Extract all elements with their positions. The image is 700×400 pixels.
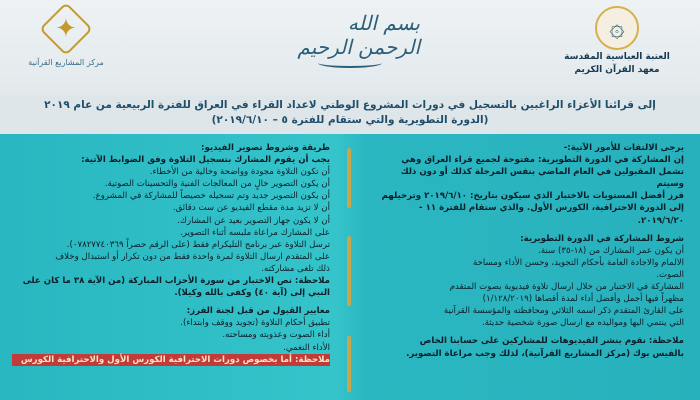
facebook-note: ملاحظة: نقوم بنشر الفيديوهات للمشاركين على حسابنا الخاص [419,336,684,347]
video-rule-line: أن لا يكون جهاز التصوير بعيد عن المشارك. [177,215,330,226]
institute-name-line1: العتبة العباسية المقدسة [564,52,670,62]
instruction-line: تشمل المقبولين في العام الماضي بنفس المرحلة كذلك أو دون ذلك وسيتم [400,167,684,190]
instruction-line: إن المشاركة في الدورة التطويرية: مفتوحة لجميع قراء العراق وهي [401,155,684,166]
condition-line: الالمام والاجادة العامة بأحكام التجويد، وحسن الأداء ومساحة [472,257,684,268]
video-rules-intro: يجب أن يقوم المشارك بتسجيل التلاوة وفق الضوابط الآتية: [81,155,330,166]
condition-line: أن يكون عمر المشارك من (١٨-٣٥) سنة. [538,245,684,256]
divider-segment [347,236,351,306]
facebook-note-continued: بالفيس بوك (مركز المشاريع القرآنية)، لذلك وجب مراعاة التصوير. [406,348,684,359]
video-rule-line: ترسل التلاوة عبر برنامج التليكرام فقط (على الرقم حصراً ٠٧٨٢٧٧٤٠٣٦٩). [66,239,330,250]
video-rule-line: أن لا تزيد مدة مقطع الفيديو عن ست دقائق. [172,203,330,214]
reading-passage-note: ملاحظة: نص الاختبار من سورة الأحزاب المباركة (من الآية ٣٨ ما كان على [22,276,330,287]
projects-center-name: مركز المشاريع القرآنية [28,58,104,67]
criteria-line: تطبيق أحكام التلاوة (تجويد ووقف وابتداء). [180,318,330,329]
footer-note: ملاحظة: أما بخصوص دورات الاحترافية الكورس الأول والاحترافية الكورس [12,354,330,366]
video-rule-line: أن يكون التصوير خالٍ من المعالجات الفنية والتحسينات الصوتية. [104,179,330,190]
ornamental-divider [334,140,364,398]
criteria-line: الأداء النغمي. [283,342,330,353]
quran-emblem-icon: ۞ [595,6,639,50]
title-line-1: إلى قرائنا الأعزاء الراغبين بالتسجيل في دورات المشروع الوطني لاعداد القراء في العراق للفترة الربيعية من عام ٢٠١٩ [44,99,656,111]
divider-segment [347,148,351,208]
institute-logo [552,6,682,76]
instruction-line: فرز أفضل المستويات بالاختبار الذي سيكون بتاريخ: ٢٠١٩/٦/١٠ وترحيلهم [381,191,684,202]
condition-line: على القارئ المتقدم ذكر اسمه الثلاثي ومحافظته والمؤسسة القرآنية [443,306,684,317]
reading-passage-note-continued: النبي إلى (آية ٤٠) وكفى بالله وكيلا). [174,288,330,299]
instruction-line: إلى الدورة الاحترافية، الكورس الأول. والذي ستقام للفترة ١١ - ٢٠١٩/٦/٢٠. [419,203,684,226]
divider-segment [347,336,351,392]
basmala-flourish [318,58,382,68]
condition-line: مظهراً فيها أجمل وأفضل أداء لمدة أقصاها (١/١٢٨/٢٠١٩) [482,294,684,305]
video-rule-line: على المتقدم ارسال التلاوة لمرة واحدة فقط من دون تكرار أو استبدال وخلاف [55,251,330,262]
condition-line: المشاركة في الاختبار من خلال ارسال تلاوة فيديوية بصوت المتقدم [449,282,684,293]
video-rule-line: أن تكون التلاوة مجودة وواضحة وخالية من الأخطاء. [149,167,330,178]
video-rules-heading: طريقة وشروط تصوير الفيديو: [201,143,330,153]
basmala-calligraphy: بسم الله الرحمن الرحيم [297,11,420,59]
general-instructions-column [374,142,684,360]
criteria-line: أداء الصوت وعذوبته ومساحته. [222,330,330,341]
video-rule-line: أن يكون التصوير جديد وتم تسجيله خصيصاً للمشاركة في المشروع. [92,191,330,202]
conditions-heading: شروط المشاركة في الدورة التطويرية: [520,233,684,244]
condition-line: الصوت. [656,269,684,280]
announcement-title [10,98,690,128]
video-rules-column [12,142,330,366]
open-book-emblem-icon: ✦ [39,2,93,56]
institute-name-line2: معهد القرآن الكريم [574,65,660,75]
projects-center-logo [24,6,108,68]
criteria-heading: معايير القبول من قبل لجنة الفرز: [186,306,330,317]
video-rule-line: على المشارك مراعاة ملبسه أثناء التصوير. [180,227,330,238]
title-line-2: (الدورة التطويرية والتي ستقام للفترة ٥ – ٢٠١٩/٦/١٠) [211,114,489,126]
condition-line: التي ينتمي اليها ومواليده مع ارسال صورة شخصية حديثة. [481,318,684,329]
video-rule-line: ذلك تلغى مشاركته. [261,263,330,274]
instructions-intro: يرجى الالتفات للأمور الآتية:- [563,143,684,153]
